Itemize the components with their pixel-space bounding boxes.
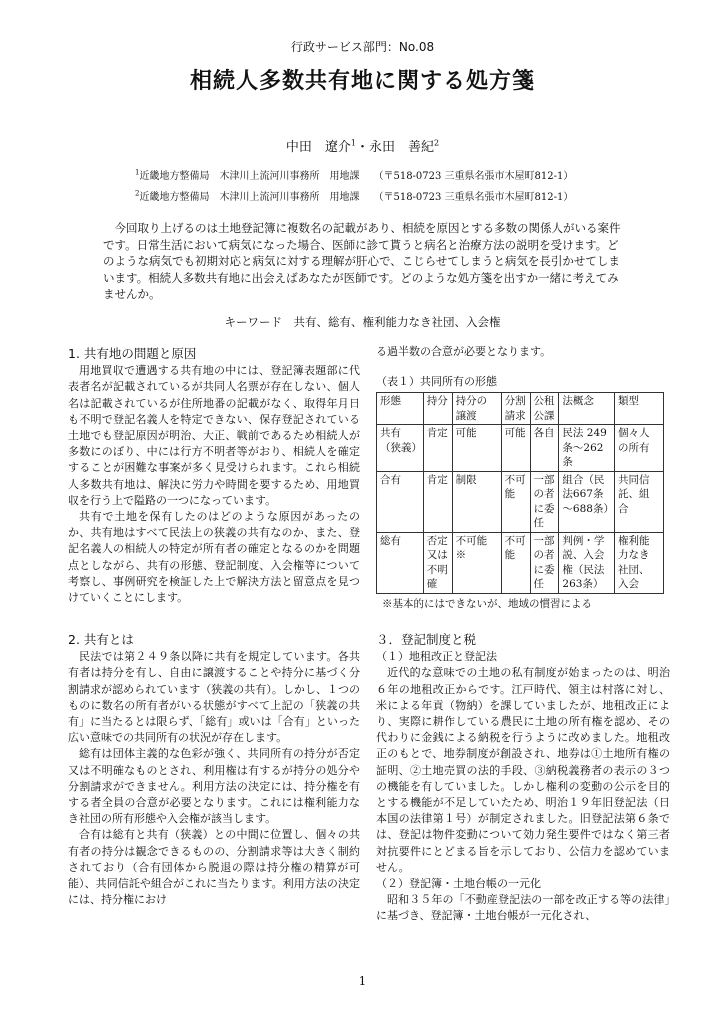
table-cell: 総有 — [377, 532, 424, 593]
table-cell: 一部の者に委任 — [530, 471, 559, 532]
table-cell: 不可能※ — [452, 532, 501, 593]
table-cell: 個々人の所有 — [615, 425, 664, 472]
table-cell: 不可能 — [501, 471, 530, 532]
table-cell: 制限 — [452, 471, 501, 532]
section-heading: ３．登記制度と税 — [376, 632, 477, 647]
table-row — [377, 425, 664, 472]
table-cell: 可能 — [452, 425, 501, 472]
section-heading: 2. 共有とは — [68, 632, 134, 647]
paragraph: 民法では第２４９条以降に共有を規定しています。各共有者は持分を有し、自由に譲渡することや持分に基づく分割請求が認められています（狭義の共有）。しかし、１つのものに数名の所有者がいる状態がすべて上記の「狭義の共有」に当たるとは限らず、「総有」或いは「合有」といった広い意味での共同所有の状況が存在します。 — [68, 650, 360, 745]
table-cell: 不可能 — [501, 532, 530, 593]
table-header-cell: 形態 — [377, 393, 424, 425]
table-header-cell: 持分の譲渡 — [452, 393, 501, 425]
affiliation-address: （〒518-0723 三重県名張市木屋町812-1） — [373, 192, 574, 203]
table-header-cell: 持分 — [423, 393, 452, 425]
author-name: 中田 遼介 — [285, 140, 351, 155]
keywords: キーワード 共有、総有、権利能力なき社団、入会権 — [224, 315, 501, 329]
affiliation-org: 近畿地方整備局 木津川上流河川事務所 用地課 — [139, 171, 360, 182]
table-cell: 権利能力なき社団、入会 — [615, 532, 664, 593]
table-note: ※基本的にはできないが、地域の慣習による — [382, 597, 592, 610]
affiliation — [135, 188, 573, 203]
series-label: 行政サービス部門：No.08 — [290, 40, 435, 54]
table-row — [377, 471, 664, 532]
authors — [0, 136, 725, 155]
table-cell: 民法 249条～262条 — [559, 425, 615, 472]
table-cell: 組合（民法667条～688条） — [559, 471, 615, 532]
section-1 — [68, 346, 360, 606]
section-heading: 1. 共有地の問題と原因 — [68, 346, 197, 361]
section-3 — [376, 632, 670, 925]
table-cell: 合有 — [377, 471, 424, 532]
author-affiliation-mark: 1 — [350, 138, 356, 148]
paper-title: 相続人多数共有地に関する処方箋 — [189, 69, 535, 94]
table-cell: 各自 — [530, 425, 559, 472]
table-cell: 一部の者に委任 — [530, 532, 559, 593]
affiliation-org: 近畿地方整備局 木津川上流河川事務所 用地課 — [139, 192, 360, 203]
table-cell: 肯定 — [423, 471, 452, 532]
table-header-cell: 公租公課 — [530, 393, 559, 425]
table-cell: 肯定 — [423, 425, 452, 472]
paragraph: 用地買収で遭遇する共有地の中には、登記簿表題部に代表者名が記載されているが共同人名票が存在しない、個人名は記載されているが住所地番の記載がなく、取得年月日も不明で登記名義人を特定できない、保存登記されている土地でも登記原因が明治、大正、戦前であるため相続人が多数にのぼり、中には行方不明者等がおり、相続人を確定することが困難な事案が多く見受けられます。これら相続人多数共有地は、解決に労力や時間を要するため、用地買収を行う上で隘路の一つになっています。 — [68, 364, 360, 507]
author-separator: ・ — [355, 140, 369, 155]
page-number: 1 — [358, 974, 367, 988]
paragraph: 総有は団体主義的な色彩が強く、共同所有の持分が否定又は不明確なものとされ、利用権は有するが持分の処分や分割請求ができません。利用方法の決定には、持分権を有する者全員の合意が必要となります。これには権利能力なき社団の所有形態や入会権が該当します。 — [68, 747, 360, 826]
paragraph: 昭和３５年の「不動産登記法の一部を改正する等の法律」に基づき、登記簿・土地台帳が一元化され、 — [376, 893, 670, 923]
paragraph: 共有で土地を保有したのはどのような原因があったのか、共有地はすべて民法上の狭義の共有なのか、また、登記名義人の相続人の特定が所有者の確定となるのかを問題点としながら、共有の形態、登記制度、入会権等について考察し、事例研究を検証した上で解決方法と留意点を見つけていくことにします。 — [68, 510, 360, 605]
subsection-heading: （１）地租改正と登記法 — [376, 650, 497, 664]
table-header-cell: 法概念 — [559, 393, 615, 425]
paragraph: 近代的な意味での土地の私有制度が始まったのは、明治６年の地租改正からです。江戸時代、領主は村落に対し、米による年貢（物納）を課していましたが、地租改正により、実際に耕作している農民に土地の所有権を認め、その代わりに金銭による納税を行うように改めました。地租改正のもとで、地券制度が創設され、地券は①土地所有権の証明、②土地売買の法的手段、③納税義務者の表示の３つの機能を有していました。しかし権利の変動の公示を目的とする機能が不足していたため、明治１９年旧登記法（日本国の法律第１号）が制定されました。旧登記法第６条では、登記は物件変動について効力発生要件ではなく第三者対抗要件にとどまる旨を示しており、公信力を認めていません。 — [376, 666, 670, 874]
table-cell: 共同信託、組合 — [615, 471, 664, 532]
table-caption: （表１）共同所有の形態 — [376, 375, 497, 389]
subsection-heading: （２）登記簿・土地台帳の一元化 — [376, 877, 541, 891]
table-cell: 共有（狭義） — [377, 425, 424, 472]
table-header-cell: 分割請求 — [501, 393, 530, 425]
section-2 — [68, 632, 360, 908]
author-affiliation-mark: 2 — [434, 138, 440, 148]
table-header-row — [377, 393, 664, 425]
affiliation-mark: 2 — [135, 189, 140, 198]
paragraph: 合有は総有と共有（狭義）との中間に位置し、個々の共有者の持分は観念できるものの、分割請求等は大きく制約されており（合有団体から脱退の際は持分権の精算が可能）、共同信託や組合がこれに当たります。利用方法の決定には、持分権におけ — [68, 828, 360, 907]
affiliation — [135, 167, 573, 182]
author-name: 永田 善紀 — [369, 140, 435, 155]
table-header-cell: 類型 — [615, 393, 664, 425]
paragraph-continuation: る過半数の合意が必要となります。 — [376, 345, 552, 358]
table-cell: 否定又は不明確 — [423, 532, 452, 593]
affiliation-mark: 1 — [135, 168, 140, 177]
abstract: 今回取り上げるのは土地登記簿に複数名の記載があり、相続を原因とする多数の関係人がいる案件です。日常生活において病気になった場合、医師に診て貰うと病名と治療方法の説明を受けます。どのような病気でも初期対応と病気に対する理解が肝心で、こじらせてしまうと病気を長引かせてしまいます。相続人多数共有地に出会えばあなたが医師です。どのような処方箋を出すか一緒に考えてみませんか。 — [103, 221, 621, 301]
affiliation-address: （〒518-0723 三重県名張市木屋町812-1） — [373, 171, 574, 182]
ownership-table — [376, 392, 664, 594]
table-cell: 可能 — [501, 425, 530, 472]
table-cell: 判例・学説、入会権（民法263条） — [559, 532, 615, 593]
table-row — [377, 532, 664, 593]
right-column-top — [376, 344, 670, 612]
